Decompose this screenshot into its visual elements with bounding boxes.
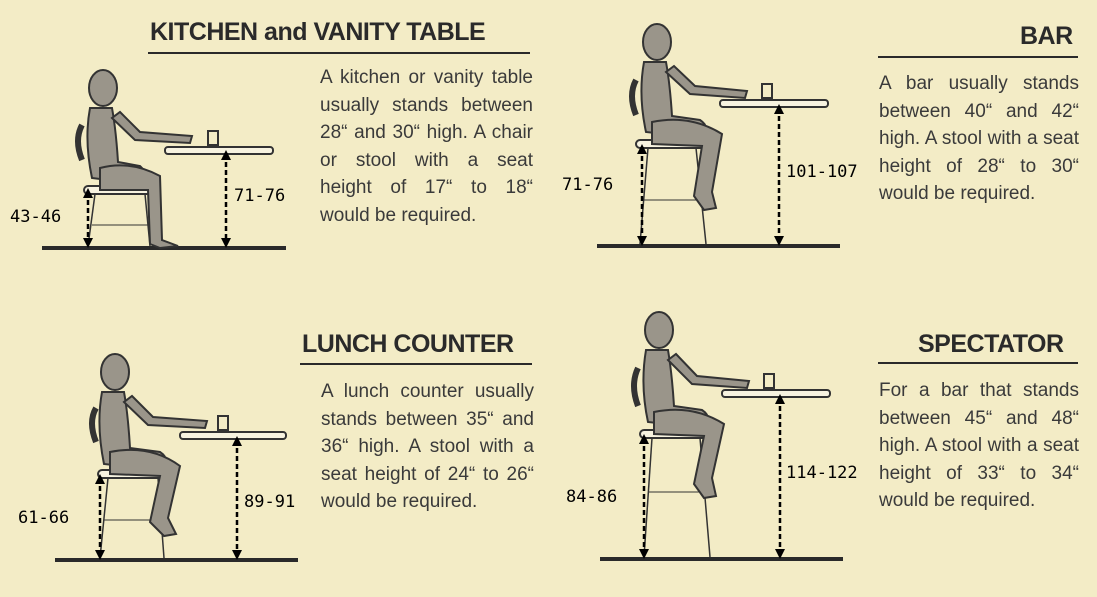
lunch-seat-height: 61-66 (18, 508, 70, 528)
spectator-glass (764, 374, 774, 388)
spectator-description: For a bar that stands between 45“ and 48“ high. A stool with a seat height of 33“ to 34“ would be required. (879, 380, 1079, 511)
lunch-table-height: 89-91 (244, 492, 296, 512)
spectator-figure-head (645, 312, 673, 348)
spectator-stool-back (634, 368, 638, 406)
bar-title: BAR (1020, 22, 1073, 50)
bar-table-height: 101-107 (786, 162, 858, 182)
kitchen-title: KITCHEN and VANITY TABLE (150, 18, 486, 46)
spectator-figure-leg (654, 410, 724, 498)
spectator-table-height: 114-122 (786, 463, 858, 483)
spectator-seat-height: 84-86 (566, 487, 618, 507)
spectator-figure-arm (668, 354, 749, 388)
spectator-bar-top (722, 390, 830, 397)
lunch-title: LUNCH COUNTER (302, 330, 514, 358)
lunch-description: A lunch counter usually stands between 35“ and 36“ high. A stool with a seat height of 24“ to 26“ would be required. (321, 381, 534, 512)
kitchen-seat-height: 43-46 (10, 207, 62, 227)
spectator-title: SPECTATOR (918, 330, 1064, 358)
bar-description: A bar usually stands between 40“ and 42“ high. A stool with a seat height of 28“ to 30“ would be required. (879, 73, 1079, 204)
kitchen-table-height: 71-76 (234, 186, 286, 206)
bar-seat-height: 71-76 (562, 175, 614, 195)
kitchen-description: A kitchen or vanity table usually stands between 28“ and 30“ high. A chair or stool with a seat height of 17“ to 18“ would be required. (320, 67, 533, 226)
